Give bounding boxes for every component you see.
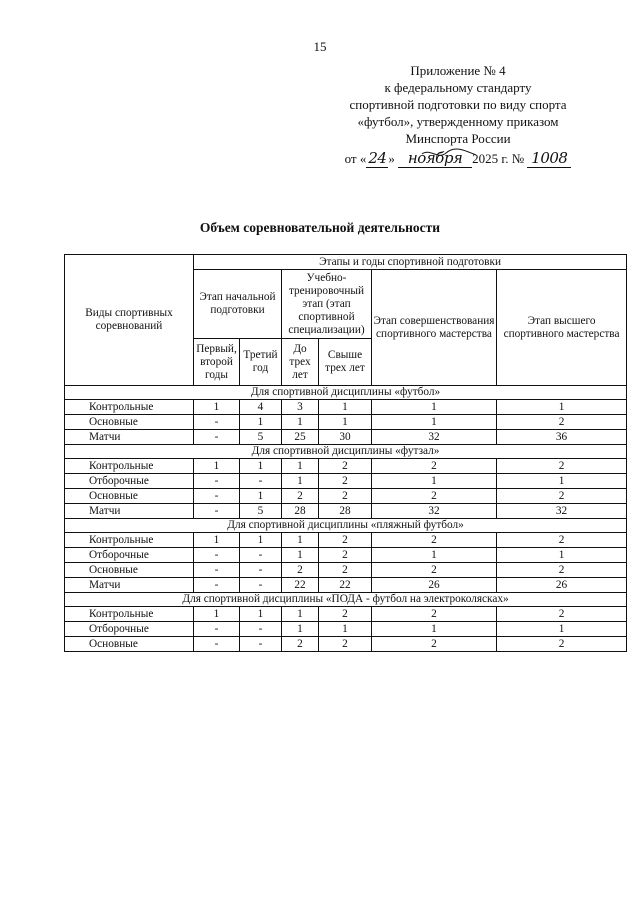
row-kind: Основные <box>65 637 194 652</box>
table-cell: 2 <box>282 489 319 504</box>
page-number: 15 <box>313 39 327 54</box>
table-row <box>65 415 627 430</box>
table-cell: 2 <box>372 607 497 622</box>
table-cell: 2 <box>282 563 319 578</box>
section-row <box>65 386 627 400</box>
table-cell: 1 <box>282 622 319 637</box>
table-cell: 2 <box>372 637 497 652</box>
row-kind: Отборочные <box>65 548 194 563</box>
table-row <box>65 563 627 578</box>
table-cell: 1 <box>194 533 240 548</box>
header-kinds: Виды спортивных соревнований <box>65 255 194 386</box>
table-cell: 1 <box>372 415 497 430</box>
table-cell: 1 <box>282 607 319 622</box>
table-cell: 2 <box>372 489 497 504</box>
table-cell: 2 <box>319 459 372 474</box>
table-cell: 36 <box>497 430 627 445</box>
table-cell: 2 <box>319 474 372 489</box>
table-cell: 26 <box>497 578 627 593</box>
table-cell: - <box>194 637 240 652</box>
appendix-line: «футбол», утвержденному приказом <box>357 114 559 129</box>
table-cell: 2 <box>497 607 627 622</box>
table-cell: - <box>240 563 282 578</box>
table-cell: - <box>194 504 240 519</box>
table-cell: 26 <box>372 578 497 593</box>
date-month: ноября <box>398 150 472 168</box>
table-cell: 1 <box>497 474 627 489</box>
row-kind: Матчи <box>65 578 194 593</box>
table-cell: 1 <box>282 415 319 430</box>
table-cell: 2 <box>497 459 627 474</box>
table-row <box>65 533 627 548</box>
table-cell: 1 <box>240 533 282 548</box>
appendix-line: спортивной подготовки по виду спорта <box>349 97 567 112</box>
header-stage-highest: Этап высшего спортивного мастерства <box>497 270 627 386</box>
competition-table <box>64 254 627 652</box>
table-cell: 1 <box>240 415 282 430</box>
date-year: 2025 г. № <box>472 151 525 166</box>
table-cell: - <box>240 548 282 563</box>
section-row <box>65 445 627 459</box>
table-cell: 22 <box>319 578 372 593</box>
order-number: 1008 <box>527 150 571 168</box>
row-kind: Контрольные <box>65 607 194 622</box>
appendix-line: Минспорта России <box>405 131 511 146</box>
table-cell: - <box>194 622 240 637</box>
table-cell: 32 <box>372 504 497 519</box>
header-year-over-three: Свыше трех лет <box>319 339 372 386</box>
table-cell: - <box>194 489 240 504</box>
table-cell: 2 <box>497 415 627 430</box>
table-cell: 30 <box>319 430 372 445</box>
table-cell: 22 <box>282 578 319 593</box>
table-cell: 2 <box>497 489 627 504</box>
table-cell: - <box>240 474 282 489</box>
row-kind: Контрольные <box>65 533 194 548</box>
section-row <box>65 519 627 533</box>
table-cell: - <box>194 415 240 430</box>
section-row <box>65 593 627 607</box>
date-prefix: от « <box>344 151 367 166</box>
table-cell: 5 <box>240 430 282 445</box>
table-cell: 5 <box>240 504 282 519</box>
date-mid: » <box>388 151 395 166</box>
table-cell: - <box>240 637 282 652</box>
row-kind: Матчи <box>65 504 194 519</box>
table-cell: 1 <box>372 548 497 563</box>
row-kind: Основные <box>65 489 194 504</box>
table-cell: 2 <box>497 533 627 548</box>
table-cell: 2 <box>282 637 319 652</box>
table-cell: 1 <box>194 459 240 474</box>
table-cell: 2 <box>319 533 372 548</box>
table-cell: 1 <box>319 622 372 637</box>
table-row <box>65 459 627 474</box>
date-day: 24 <box>368 149 387 167</box>
table-cell: 2 <box>372 563 497 578</box>
table-cell: 2 <box>497 637 627 652</box>
appendix-line: к федеральному стандарту <box>384 80 532 95</box>
table-row <box>65 578 627 593</box>
table-cell: 2 <box>319 548 372 563</box>
row-kind: Контрольные <box>65 459 194 474</box>
table-cell: 1 <box>282 548 319 563</box>
table-cell: 1 <box>372 400 497 415</box>
table-cell: 1 <box>240 489 282 504</box>
stamp-squiggle-icon <box>420 146 480 160</box>
table-cell: - <box>240 622 282 637</box>
table-row <box>65 504 627 519</box>
table-row <box>65 474 627 489</box>
table-cell: 32 <box>372 430 497 445</box>
table-cell: 1 <box>282 459 319 474</box>
table-cell: 3 <box>282 400 319 415</box>
table-cell: 2 <box>319 563 372 578</box>
table-cell: 1 <box>194 400 240 415</box>
header-year-third: Третий год <box>240 339 282 386</box>
table-cell: 1 <box>282 474 319 489</box>
table-cell: 28 <box>282 504 319 519</box>
page-title: Объем соревновательной деятельности <box>199 220 441 235</box>
table-row <box>65 637 627 652</box>
table-row <box>65 400 627 415</box>
table-cell: 4 <box>240 400 282 415</box>
table-cell: 2 <box>372 459 497 474</box>
table-row <box>65 548 627 563</box>
table-cell: 1 <box>319 415 372 430</box>
table-cell: 2 <box>497 563 627 578</box>
table-cell: - <box>194 563 240 578</box>
table-cell: 1 <box>497 548 627 563</box>
row-kind: Отборочные <box>65 474 194 489</box>
table-cell: - <box>194 430 240 445</box>
table-cell: 1 <box>194 607 240 622</box>
header-stages-group: Этапы и годы спортивной подготовки <box>194 255 627 270</box>
header-stage-initial: Этап начальной подготовки <box>194 270 282 339</box>
table-cell: - <box>194 474 240 489</box>
table-cell: 2 <box>372 533 497 548</box>
table-cell: - <box>240 578 282 593</box>
table-cell: 1 <box>240 459 282 474</box>
appendix-line: Приложение № 4 <box>410 63 506 78</box>
table-body <box>65 386 627 652</box>
table-cell: 2 <box>319 607 372 622</box>
table-cell: 1 <box>319 400 372 415</box>
table-cell: 28 <box>319 504 372 519</box>
table-cell: 32 <box>497 504 627 519</box>
table-cell: - <box>194 578 240 593</box>
table-row <box>65 489 627 504</box>
section-title: Для спортивной дисциплины «футбол» <box>65 386 627 400</box>
table-cell: - <box>194 548 240 563</box>
section-title: Для спортивной дисциплины «пляжный футбол» <box>65 519 627 533</box>
table-cell: 1 <box>372 474 497 489</box>
section-title: Для спортивной дисциплины «ПОДА - футбол на электроколясках» <box>65 593 627 607</box>
table-row <box>65 622 627 637</box>
row-kind: Основные <box>65 563 194 578</box>
section-title: Для спортивной дисциплины «футзал» <box>65 445 627 459</box>
table-cell: 1 <box>372 622 497 637</box>
table-cell: 1 <box>497 622 627 637</box>
table-cell: 25 <box>282 430 319 445</box>
table-row <box>65 430 627 445</box>
table-cell: 2 <box>319 489 372 504</box>
header-stage-improvement: Этап совершенствования спортивного мастерства <box>372 270 497 386</box>
table-cell: 1 <box>497 400 627 415</box>
header-year-up-to-three: До трех лет <box>282 339 319 386</box>
table-cell: 1 <box>240 607 282 622</box>
header-year-first-second: Первый, второй годы <box>194 339 240 386</box>
row-kind: Основные <box>65 415 194 430</box>
table-row <box>65 607 627 622</box>
header-stage-training: Учебно-тренировочный этап (этап спортивной специализации) <box>282 270 372 339</box>
row-kind: Контрольные <box>65 400 194 415</box>
row-kind: Отборочные <box>65 622 194 637</box>
table-cell: 2 <box>319 637 372 652</box>
table-cell: 1 <box>282 533 319 548</box>
row-kind: Матчи <box>65 430 194 445</box>
